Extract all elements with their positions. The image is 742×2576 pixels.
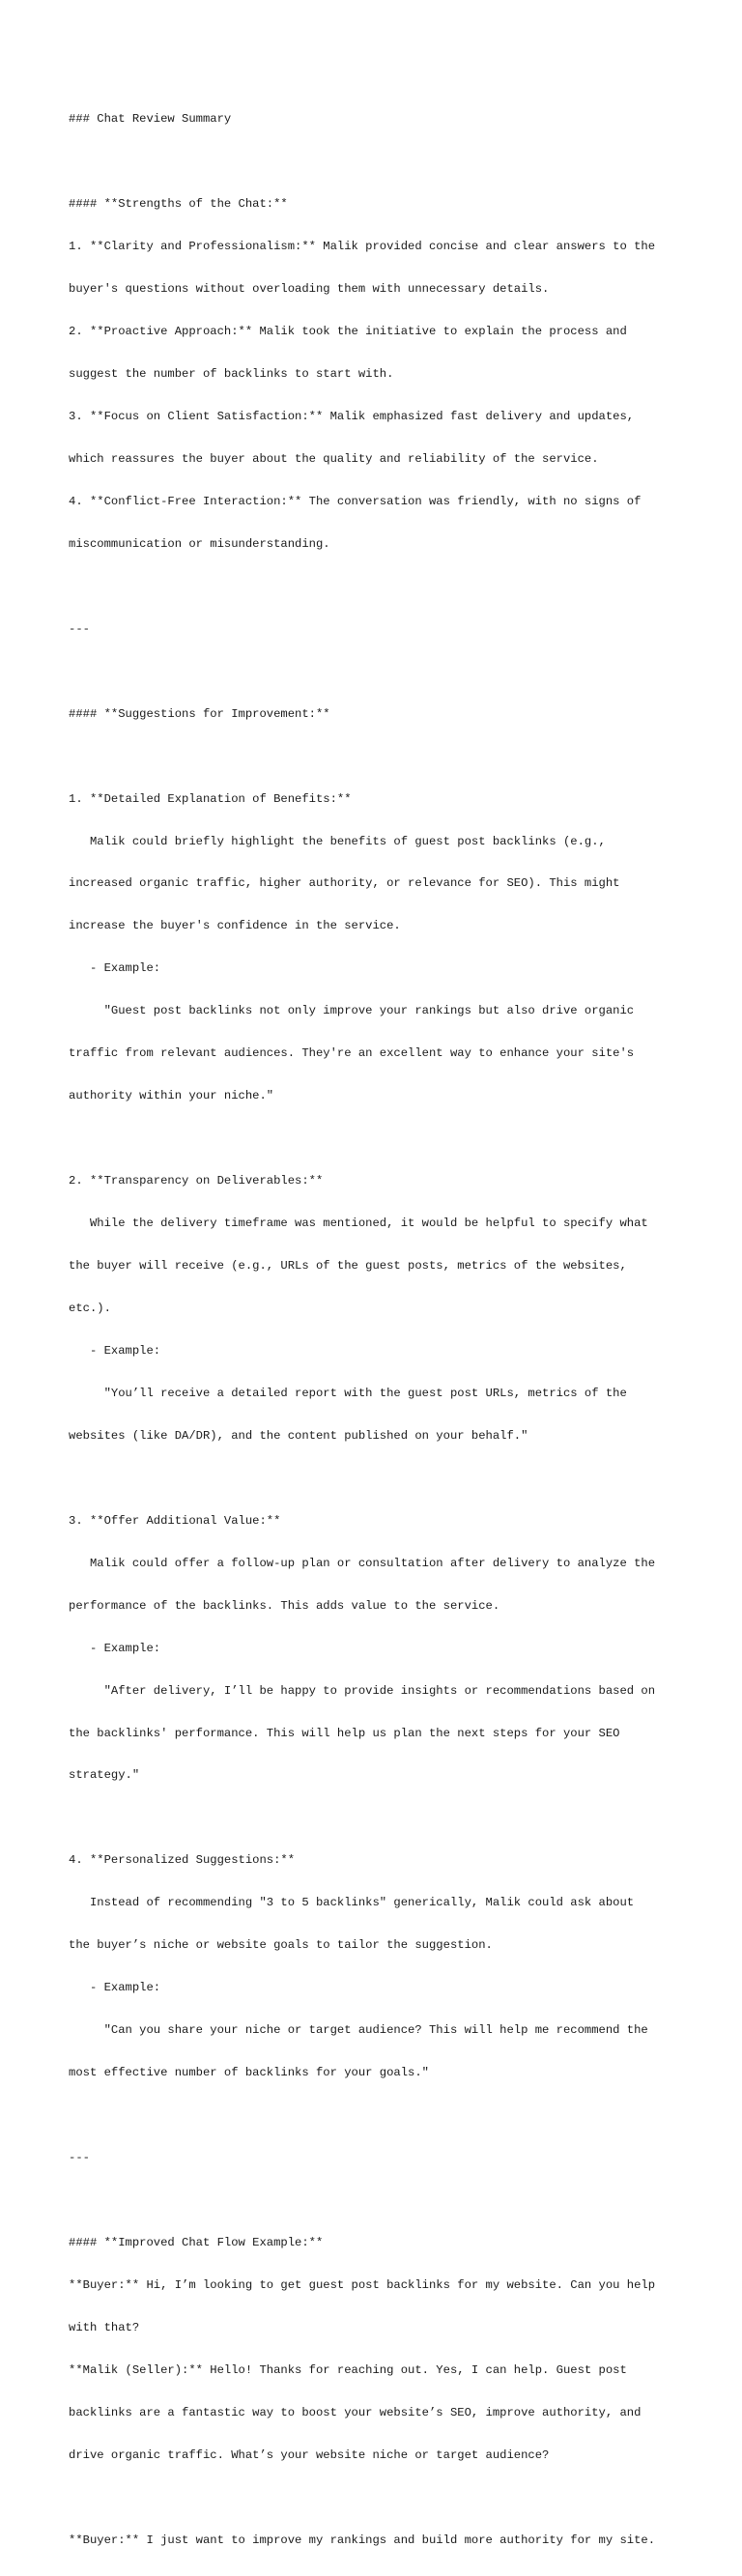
section-divider: --- xyxy=(69,2151,90,2165)
text-line: Malik could briefly highlight the benefits of guest post backlinks (e.g., xyxy=(69,834,606,848)
text-line: the backlinks' performance. This will help us plan the next steps for your SEO xyxy=(69,1726,620,1740)
text-line: - Example: xyxy=(69,1343,161,1358)
text-line: 2. **Proactive Approach:** Malik took the initiative to explain the process and xyxy=(69,325,627,339)
blank-line xyxy=(69,665,687,679)
blank-line xyxy=(69,580,687,594)
text-line: increase the buyer's confidence in the service. xyxy=(69,919,401,933)
blank-line xyxy=(69,155,687,169)
text-line: "After delivery, I’ll be happy to provide insights or recommendations based on xyxy=(69,1683,656,1698)
heading-suggestions: #### **Suggestions for Improvement:** xyxy=(69,706,330,721)
text-line: - Example: xyxy=(69,1641,161,1655)
heading-improved-chat-flow: #### **Improved Chat Flow Example:** xyxy=(69,2235,324,2249)
text-line: etc.). xyxy=(69,1302,111,1315)
text-line: "Guest post backlinks not only improve your rankings but also drive organic xyxy=(69,1004,635,1018)
text-line: 1. **Clarity and Professionalism:** Malik provided concise and clear answers to the xyxy=(69,240,656,254)
blank-line xyxy=(69,750,687,764)
text-line: - Example: xyxy=(69,1981,161,1995)
heading-strengths: #### **Strengths of the Chat:** xyxy=(69,197,288,212)
text-line: While the delivery timeframe was mentioned, it would be helpful to specify what xyxy=(69,1216,648,1231)
text-line: strategy." xyxy=(69,1768,140,1783)
blank-line xyxy=(69,2193,687,2208)
text-line: **Malik (Seller):** Hello! Thanks for reaching out. Yes, I can help. Guest post xyxy=(69,2362,627,2377)
text-line: suggest the number of backlinks to start with. xyxy=(69,367,394,382)
text-line: 1. **Detailed Explanation of Benefits:** xyxy=(69,791,352,806)
blank-line xyxy=(69,1811,687,1825)
text-line: 2. **Transparency on Deliverables:** xyxy=(69,1174,324,1188)
text-line: websites (like DA/DR), and the content published on your behalf." xyxy=(69,1428,528,1443)
text-line: 3. **Offer Additional Value:** xyxy=(69,1513,281,1528)
blank-line xyxy=(69,1472,687,1486)
blank-line xyxy=(69,1131,687,1146)
text-line: the buyer will receive (e.g., URLs of the guest posts, metrics of the websites, xyxy=(69,1259,627,1274)
text-line: miscommunication or misunderstanding. xyxy=(69,536,330,551)
text-line: authority within your niche." xyxy=(69,1089,274,1103)
text-line: with that? xyxy=(69,2320,140,2334)
text-line: buyer's questions without overloading them with unnecessary details. xyxy=(69,282,550,297)
text-line: backlinks are a fantastic way to boost your website’s SEO, improve authority, and xyxy=(69,2405,642,2419)
heading-chat-review-summary: ### Chat Review Summary xyxy=(69,112,232,127)
text-line: **Buyer:** I just want to improve my rankings and build more authority for my site. xyxy=(69,2533,656,2547)
text-line: "You’ll receive a detailed report with the guest post URLs, metrics of the xyxy=(69,1386,627,1400)
text-line: most effective number of backlinks for your goals." xyxy=(69,2066,429,2080)
text-line: **Buyer:** Hi, I’m looking to get guest post backlinks for my website. Can you help xyxy=(69,2277,656,2292)
text-line: drive organic traffic. What’s your website niche or target audience? xyxy=(69,2447,550,2462)
text-line: traffic from relevant audiences. They're an excellent way to enhance your site's xyxy=(69,1046,635,1061)
text-line: Instead of recommending "3 to 5 backlinks" generically, Malik could ask about xyxy=(69,1896,635,1910)
text-line: 4. **Personalized Suggestions:** xyxy=(69,1853,296,1868)
blank-line xyxy=(69,2491,687,2505)
text-line: increased organic traffic, higher authority, or relevance for SEO). This might xyxy=(69,876,620,891)
text-line: 3. **Focus on Client Satisfaction:** Malik emphasized fast delivery and updates, xyxy=(69,409,635,423)
text-line: performance of the backlinks. This adds value to the service. xyxy=(69,1598,500,1613)
text-line: the buyer’s niche or website goals to tailor the suggestion. xyxy=(69,1938,493,1953)
text-line: 4. **Conflict-Free Interaction:** The conversation was friendly, with no signs of xyxy=(69,494,642,508)
text-line: which reassures the buyer about the quality and reliability of the service. xyxy=(69,451,599,466)
document-body xyxy=(69,84,687,2576)
text-line: - Example: xyxy=(69,961,161,976)
section-divider: --- xyxy=(69,621,90,636)
text-line: Malik could offer a follow-up plan or consultation after delivery to analyze the xyxy=(69,1556,656,1570)
text-line: "Can you share your niche or target audience? This will help me recommend the xyxy=(69,2023,648,2038)
blank-line xyxy=(69,2108,687,2123)
